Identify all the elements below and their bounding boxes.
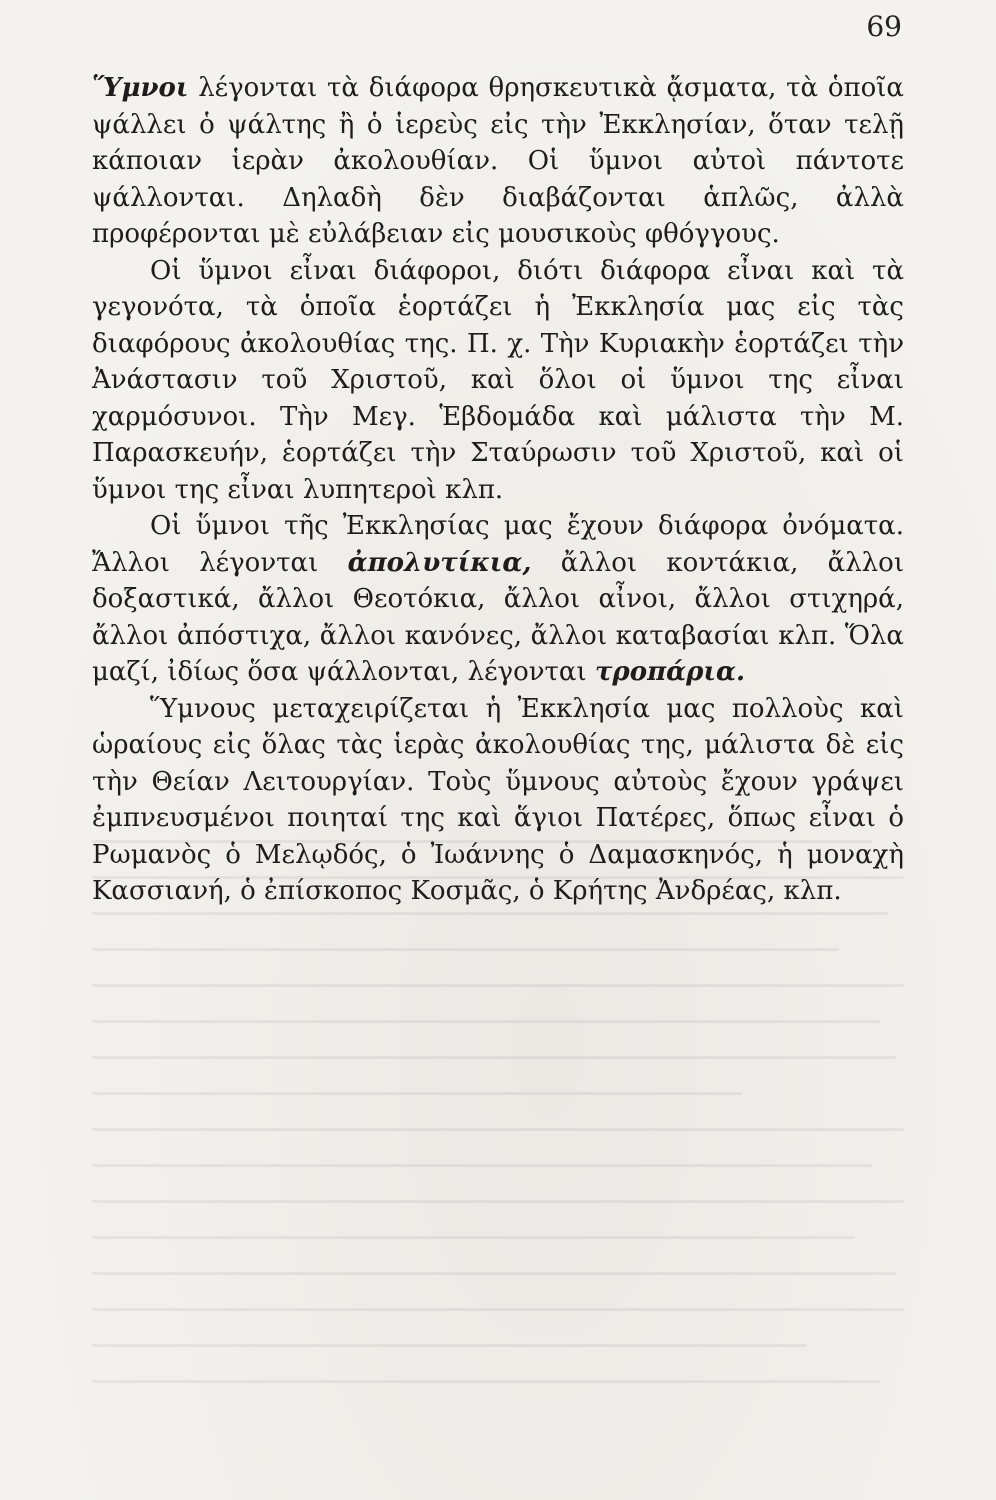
paragraph-hymns-definition xyxy=(92,70,904,253)
body-text xyxy=(92,70,904,910)
paragraph-4-text: Ὕμνους μεταχειρίζεται ἡ Ἐκκλησία μας πολλοὺς καὶ ὡραίους εἰς ὅλας τὰς ἱερὰς ἀκολουθίας της, μάλιστα δὲ εἰς τὴν Θείαν Λειτουργίαν. Τοὺς ὕμνους αὐτοὺς ἔχουν γράψει ἐμπνευσμένοι ποιηταί της καὶ ἅγιοι Πατέρες, ὅπως εἶναι ὁ Ρωμανὸς ὁ Μελῳδός, ὁ Ἰωάννης ὁ Δαμασκηνός, ἡ μοναχὴ Κασσιανή, ὁ ἐπίσκοπος Κοσμᾶς, ὁ Κρήτης Ἀνδρέας, κλπ. xyxy=(92,693,904,906)
paragraph-3-after: ἄλλοι κοντάκια, ἄλλοι δοξαστικά, ἄλλοι Θεοτόκια, ἄλλοι αἶνοι, ἄλλοι στιχηρά, ἄλλοι ἀπόστιχα, ἄλλοι κανόνες, ἄλλοι καταβασίαι κλπ. Ὅλα μαζί, ἰδίως ὅσα ψάλλονται, λέγονται xyxy=(92,547,905,687)
term-troparia: τροπάρια. xyxy=(594,657,746,687)
bleed-through-texture xyxy=(92,840,904,1460)
term-hymns: Ὕμνοι xyxy=(92,73,189,103)
term-apolytikia: ἀπολυτίκια, xyxy=(347,547,532,578)
paragraph-hymns-variety xyxy=(92,253,904,509)
paragraph-2-text: Οἱ ὕμνοι εἶναι διάφοροι, διότι διάφορα εἶναι καὶ τὰ γεγονότα, τὰ ὁποῖα ἑορτάζει ἡ Ἐκκλησία μας εἰς τὰς διαφόρους ἀκολουθίας της. Π. χ. Τὴν Κυριακὴν ἑορτάζει τὴν Ἀνάστασιν τοῦ Χριστοῦ, καὶ ὅλοι οἱ ὕμνοι της εἶναι χαρμόσυνοι. Τὴν Μεγ. Ἑβδομάδα καὶ μάλιστα τὴν Μ. Παρασκευήν, ἑορτάζει τὴν Σταύρωσιν τοῦ Χριστοῦ, καὶ οἱ ὕμνοι της εἶναι λυπητεροὶ κλπ. xyxy=(92,255,904,505)
page-number: 69 xyxy=(866,10,902,43)
paragraph-hymn-authors xyxy=(92,691,904,910)
paragraph-hymn-names xyxy=(92,508,904,691)
paragraph-1-text: λέγονται τὰ διάφορα θρησκευτικὰ ᾄσματα, τὰ ὁποῖα ψάλλει ὁ ψάλτης ἢ ὁ ἱερεὺς εἰς τὴν Ἐκκλησίαν, ὅταν τελῇ κάποιαν ἱερὰν ἀκολουθίαν. Οἱ ὕμνοι αὐτοὶ πάντοτε ψάλλονται. Δηλαδὴ δὲν διαβάζονται ἁπλῶς, ἀλλὰ προφέρονται μὲ εὐλάβειαν εἰς μουσικοὺς φθόγγους. xyxy=(92,73,904,249)
paragraph-3-before: Οἱ ὕμνοι τῆς Ἐκκλησίας μας ἔχουν διάφορα ὀνόματα. Ἄλλοι λέγονται xyxy=(92,511,904,578)
